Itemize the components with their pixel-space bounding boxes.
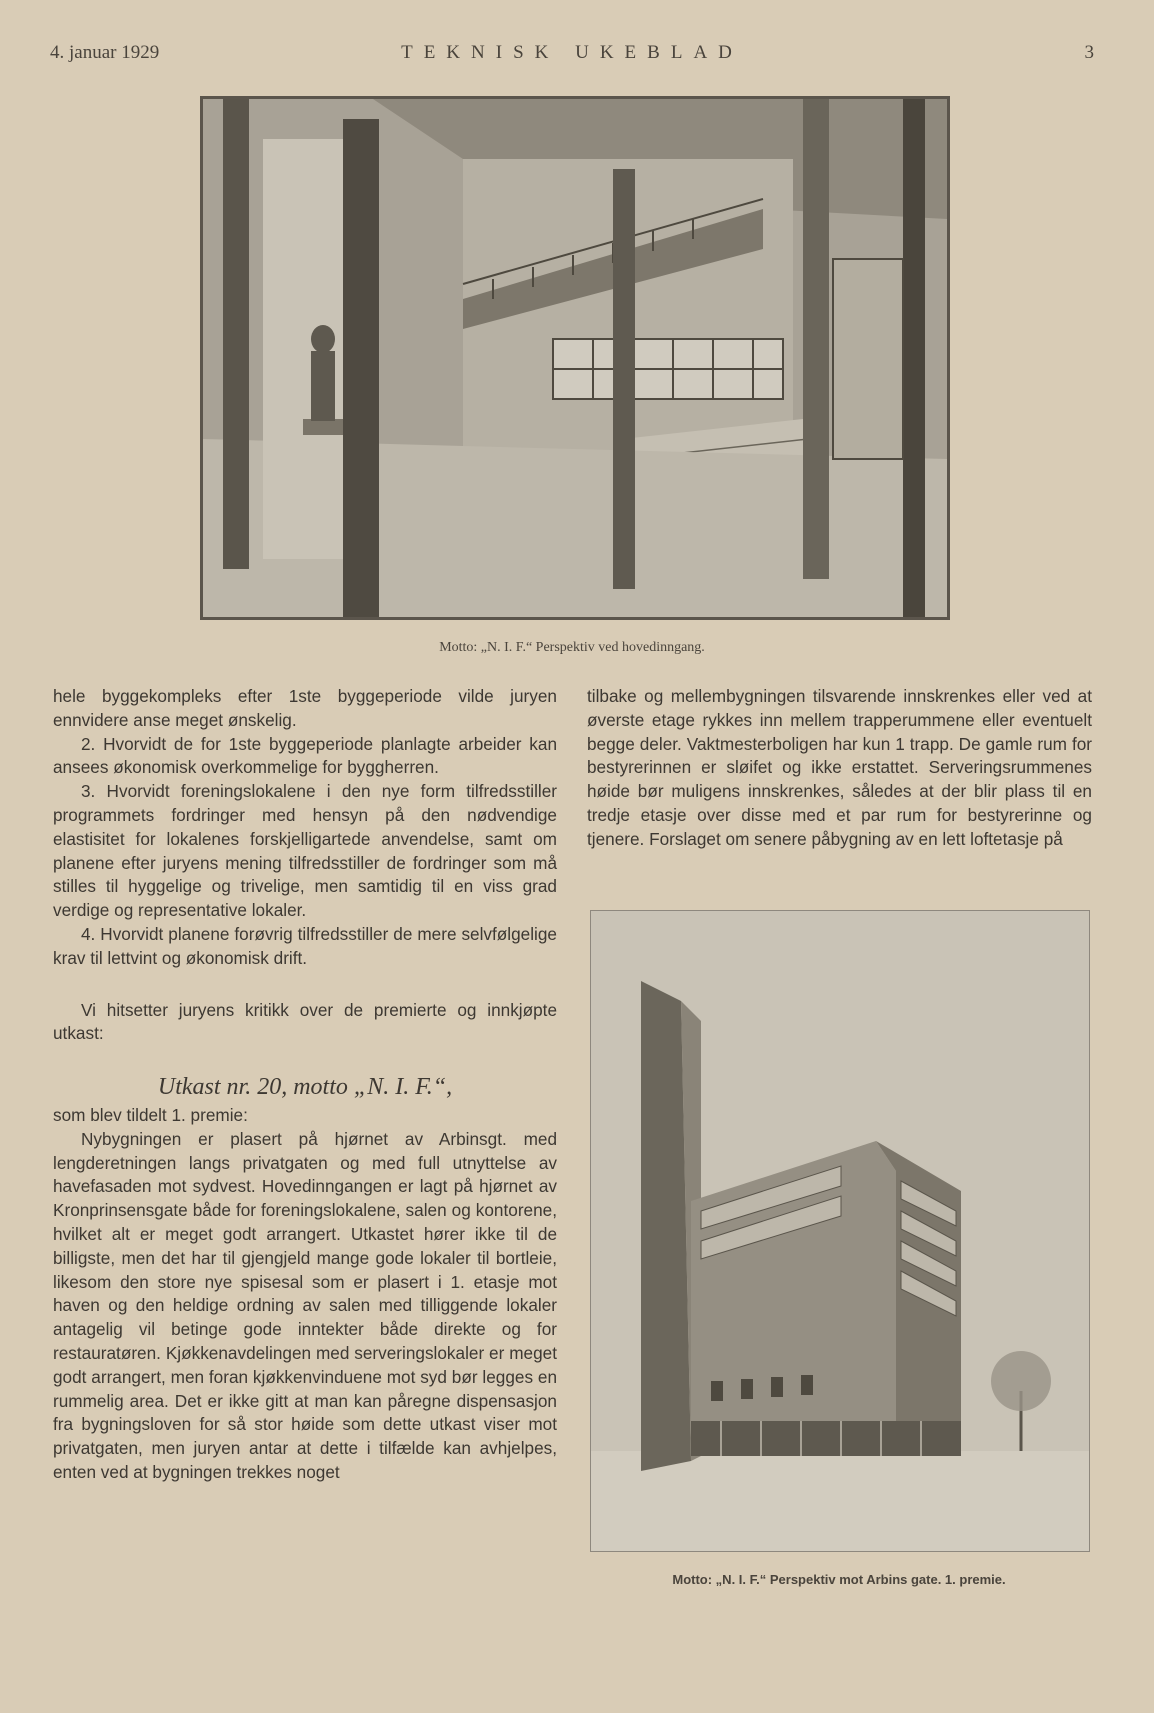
issue-date: 4. januar 1929 — [50, 42, 160, 63]
paragraph: Nybygningen er plasert på hjørnet av Arbinsgt. med lengderetningen langs privatgaten og med full utnyttelse av havefasaden mot sydvest. Hovedinngangen er lagt på hjørnet av Kronprinsensgate både for foreningslokalene, salen og kontorene, hvilket alt er meget godt arrangert. Utkastet hører ikke til de billigste, men det har til gjengjeld mange gode lokaler til bortleie, likesom den store nye spisesal som er plasert i 1. etasje mot haven og den heldige ordning av salen med tilliggende lokaler antagelig vil betinge gode inntekter både direkte og for restauratøren. Kjøkkenavdelingen med serveringslokaler er meget godt arrangert, men foran kjøkkenvinduene mot syd bør legges en rummelig area. Det er ikke gitt at man kan påregne dispensasjon fra bygningsloven for så stor høide som dette utkast viser mot privatgaten, men juryen antar at dette i tilfælde kan avhjelpes, enten ved at bygningen trekkes noget — [53, 1128, 557, 1482]
left-text-column — [53, 685, 557, 1485]
paragraph: som blev tildelt 1. premie: — [53, 1104, 248, 1125]
paragraph: 3. Hvorvidt foreningslokalene i den nye form tilfredsstiller programmets fordringer med hensyn på den nødvendige elastisitet for lokalenes forskjelligartede anvendelse, samt om planene efter juryens mening tilfredsstiller de fordringer som må stilles til hyggelige og trivelige, men samtidig til en viss grad verdige og representative lokaler. — [53, 781, 557, 921]
paragraph: 4. Hvorvidt planene forøvrig tilfredsstiller de mere selvfølgelige krav til lettvint og økonomisk drift. — [53, 923, 557, 968]
page-header — [50, 42, 1094, 72]
page-number: 3 — [1084, 42, 1094, 63]
paragraph: tilbake og mellembygningen tilsvarende innskrenkes eller ved at øverste etage rykkes inn mellem trapperummene eller eventuelt begge deler. Vaktmesterboligen har kun 1 trapp. De gamle rum for bestyrerinnen er sløifet og ikke erstattet. Serveringsrummenes høide bør muligens innskrenkes, således at der blir plass til en tredje etasje over disse med et par rum for bestyrerinne og tjenere. Forslaget om senere påbygning av en lett loftetasje på — [587, 686, 1092, 849]
section-subheading: Utkast nr. 20, motto „N. I. F.“, — [157, 1074, 453, 1101]
paragraph: 2. Hvorvidt de for 1ste byggeperiode planlagte arbeider kan ansees økonomisk overkommelige for byggherren. — [53, 733, 557, 778]
bottom-figure-caption: Motto: „N. I. F.“ Perspektiv mot Arbins gate. 1. premie. — [672, 1572, 1006, 1587]
interior-perspective-illustration — [200, 96, 950, 620]
exterior-perspective-illustration — [590, 910, 1090, 1552]
paragraph: hele byggekompleks efter 1ste byggeperiode vilde juryen ennvidere anse meget ønskelig. — [53, 686, 557, 730]
top-figure-caption: Motto: „N. I. F.“ Perspektiv ved hovedinngang. — [439, 640, 705, 655]
right-text-column — [587, 685, 1092, 852]
paragraph: Vi hitsetter juryens kritikk over de premierte og innkjøpte utkast: — [53, 999, 557, 1044]
journal-title: TEKNISK UKEBLAD — [401, 42, 743, 63]
